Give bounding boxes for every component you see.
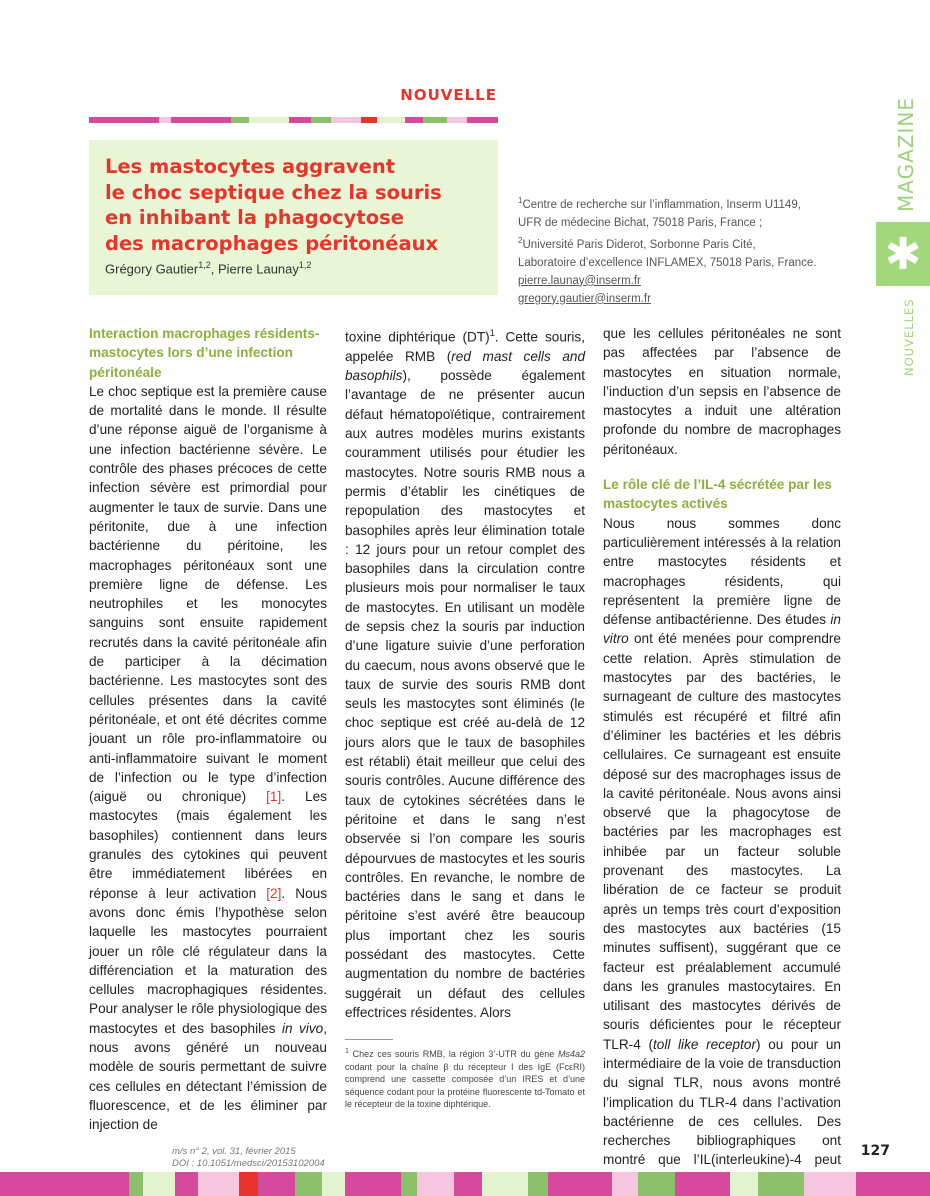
- affil-sup: 2: [518, 235, 523, 245]
- footnote: [345, 1046, 585, 1111]
- authors: [105, 260, 495, 276]
- footnote-marker: 1: [489, 328, 495, 338]
- text-span: . Nous avons donc émis l’hypothèse selon laquelle les mastocytes pourraient jouer un rôle clé régulateur dans la différenciation et la maturation des cellules macrophagiques résidentes. Pour analyser le rôle physiologique des mastocytes et des basophiles: [89, 885, 328, 1036]
- affiliation-line: [518, 192, 818, 214]
- article-title: [105, 154, 495, 256]
- title-line: en inhibant la phagocytose: [105, 206, 404, 229]
- italic-text: in vivo: [281, 1020, 324, 1036]
- author-name: Pierre Launay: [217, 261, 299, 277]
- affiliations: [518, 192, 818, 308]
- asterisk-icon: ✱: [884, 229, 922, 280]
- text-span: . Les mastocytes (mais également les basophiles) contiennent dans leurs granules des cytokines qui peuvent être immédiatement libérées en réponse à leur activation: [89, 789, 327, 901]
- email-link[interactable]: pierre.launay@inserm.fr: [518, 274, 641, 287]
- author-affil-sup: 1,2: [298, 260, 312, 270]
- text-span: . Cette souris, appelée RMB (: [345, 329, 585, 364]
- email-link[interactable]: gregory.gautier@inserm.fr: [518, 292, 651, 305]
- journal-ref: m/s n° 2, vol. 31, février 2015: [172, 1146, 296, 1157]
- vertical-text: NOUVELLES: [902, 298, 916, 376]
- title-line: Les mastocytes aggravent: [105, 155, 396, 178]
- section-label: NOUVELLE: [400, 86, 497, 104]
- top-color-stripe: [89, 117, 498, 123]
- title-line: des macrophages péritonéaux: [105, 231, 439, 255]
- affiliation-line: [518, 232, 818, 254]
- author-separator: ,: [210, 261, 218, 277]
- author-affil-sup: 1,2: [198, 260, 211, 270]
- reference-link[interactable]: [2]: [266, 885, 282, 901]
- text-span: Le choc septique est la première cause de mortalité dans le monde. Il résulte d’une réponse aiguë de l’organisme à une infection bactérienne sévère. Le contrôle des phases précoces de cette infection sévère est primordial pour augmenter le taux de survie. Dans une péritonite, due à une infection bactérienne du péritoine, les macrophages péritonéaux sont une première ligne de défense. Les neutrophiles et les monocytes sanguins sont ensuite rapidement recrutés dans la cavité péritonéale afin de participer à la décimation bactérienne. Les mastocytes sont des cellules présentes dans la cavité péritonéale, et ont été décrites comme jouant un rôle pro-inflammatoire ou anti-inflammatoire suivant le moment de l’infection ou le type d’infection (aiguë ou chronique): [89, 383, 327, 805]
- vertical-text: MAGAZINE: [894, 97, 918, 212]
- bottom-color-stripe: [0, 1172, 930, 1196]
- section-heading: Interaction macrophages résidents-mastocytes lors d’une infection péritonéale: [89, 326, 320, 380]
- affiliation-line: Laboratoire d’excellence INFLAMEX, 75018 Paris, France.: [518, 256, 817, 269]
- author-name: Grégory Gautier: [105, 261, 199, 277]
- affil-sup: 1: [518, 196, 523, 205]
- italic-text: red mast cells and basophils: [345, 348, 586, 384]
- paragraph: [89, 382, 327, 1135]
- text-span: Nous nous sommes donc particulièrement intéressés à la relation entre mastocytes résidents et macrophages résidents, qui représentent la première ligne de défense antibactérienne. Des études: [603, 515, 841, 628]
- side-magazine-label: [862, 97, 922, 220]
- page-number: 127: [860, 1143, 890, 1159]
- text-span: ) ou pour un intermédiaire de la voie de transduction du signal TLR, nous avons montré l’implication du TLR-4 dans l’activation bactérienne de ces cellules. Des recherches bibliographiques ont montré que l’IL(interleukine)-4 peut: [603, 1036, 841, 1168]
- reference-link[interactable]: [1]: [266, 789, 282, 805]
- affiliation-line: UFR de médecine Bichat, 75018 Paris, France ;: [518, 216, 763, 229]
- footer-citation: [172, 1146, 372, 1170]
- text-span: , nous avons généré un nouveau modèle de souris permettant de suivre ces cellules en détectant l’émission de fluorescence, et de les éliminer par injection de: [89, 1020, 327, 1133]
- italic-text: Ms4a2: [557, 1049, 585, 1059]
- column-1: [89, 324, 327, 1134]
- section-heading: Le rôle clé de l’IL-4 sécrétée par les mastocytes activés: [603, 477, 832, 512]
- text-span: Chez ces souris RMB, la région 3’-UTR du gène: [348, 1049, 558, 1059]
- column-2: [345, 324, 585, 1022]
- text-span: toxine diphtérique (DT): [345, 329, 490, 345]
- text-span: ont été menées pour comprendre cette relation. Après stimulation de mastocytes par des bactéries, le surnageant de culture des mastocytes stimulés est récupéré et filtré afin d’éliminer les bactéries et les débris cellulaires. Ce surnageant est ensuite déposé sur des macrophages issus de la cavité péritonéale. Nous avons ainsi observé que la phagocytose de bactéries par les macrophages est inhibée par un facteur soluble provenant des mastocytes. La libération de ce facteur se produit après un temps très court d’exposition des mastocytes aux bactéries (15 minutes suffisent), suggérant que ce facteur est préalablement accumulé dans les granules mastocytaires. En utilisant des mastocytes dérivés de souris déficientes pour le récepteur TLR-4 (: [603, 631, 841, 1052]
- paragraph: [603, 514, 841, 1189]
- affil-text: Université Paris Diderot, Sorbonne Paris Cité,: [522, 238, 756, 251]
- paragraph: que les cellules péritonéales ne sont pas affectées par l’absence de mastocytes en situation normale, l’induction d’un sepsis en l’absence de mastocytes a induit une altération profonde du nombre de macrophages péritonéaux.: [603, 326, 841, 457]
- italic-text: in vitro: [603, 612, 841, 647]
- column-3: [603, 324, 841, 1189]
- title-line: le choc septique chez la souris: [105, 180, 442, 204]
- affil-text: Centre de recherche sur l’inflammation, Inserm U1149,: [522, 198, 801, 211]
- footnote-sup: 1: [345, 1048, 349, 1055]
- text-span: ), possède également l’avantage de ne présenter aucun défaut hématopoïétique, contrairement aux autres modèles murins existants couramment utilisés pour étudier les mastocytes. Notre souris RMB nous a permis d’établir les cinétiques de repopulation des mastocytes et basophiles après leur élimination totale : 12 jours pour un retour complet des basophiles dans la circulation contre plusieurs mois pour normaliser le taux de mastocytes. En utilisant un modèle de sepsis chez la souris par induction d’une ligature suivie d’une perforation du caecum, nous avons observé que le taux de survie des souris RMB dont seuls les mastocytes sont éliminés (le choc septique est créé au-delà de 12 jours alors que le taux de basophiles est rétabli) était meilleur que celui des souris contrôles. Aucune différence des taux de cytokines sécrétées dans le péritoine et dans le sang n’est observée si l’on compare les souris dépourvues de mastocytes et les souris contrôles. En revanche, le nombre de bactéries dans le sang et dans le péritoine s’est avéré être beaucoup plus important chez les souris possédant des mastocytes. Cette augmentation du nombre de bactéries suggérait un défaut des cellules effectrices résidentes. Alors: [345, 368, 585, 1020]
- side-nouvelles-label: [878, 296, 918, 386]
- text-span: codant pour la chaîne β du récepteur I des IgE (FcεRI) comprend une cassette composée d’un IRES et d’une séquence codant pour la protéine fluorescente td-Tomato et le récepteur de la toxine diphtérique.: [345, 1061, 585, 1109]
- italic-text: toll like receptor: [652, 1036, 756, 1052]
- doi[interactable]: DOI : 10.1051/medsci/20153102004: [172, 1158, 325, 1169]
- footnote-rule: [345, 1039, 393, 1040]
- paragraph: [345, 324, 585, 1022]
